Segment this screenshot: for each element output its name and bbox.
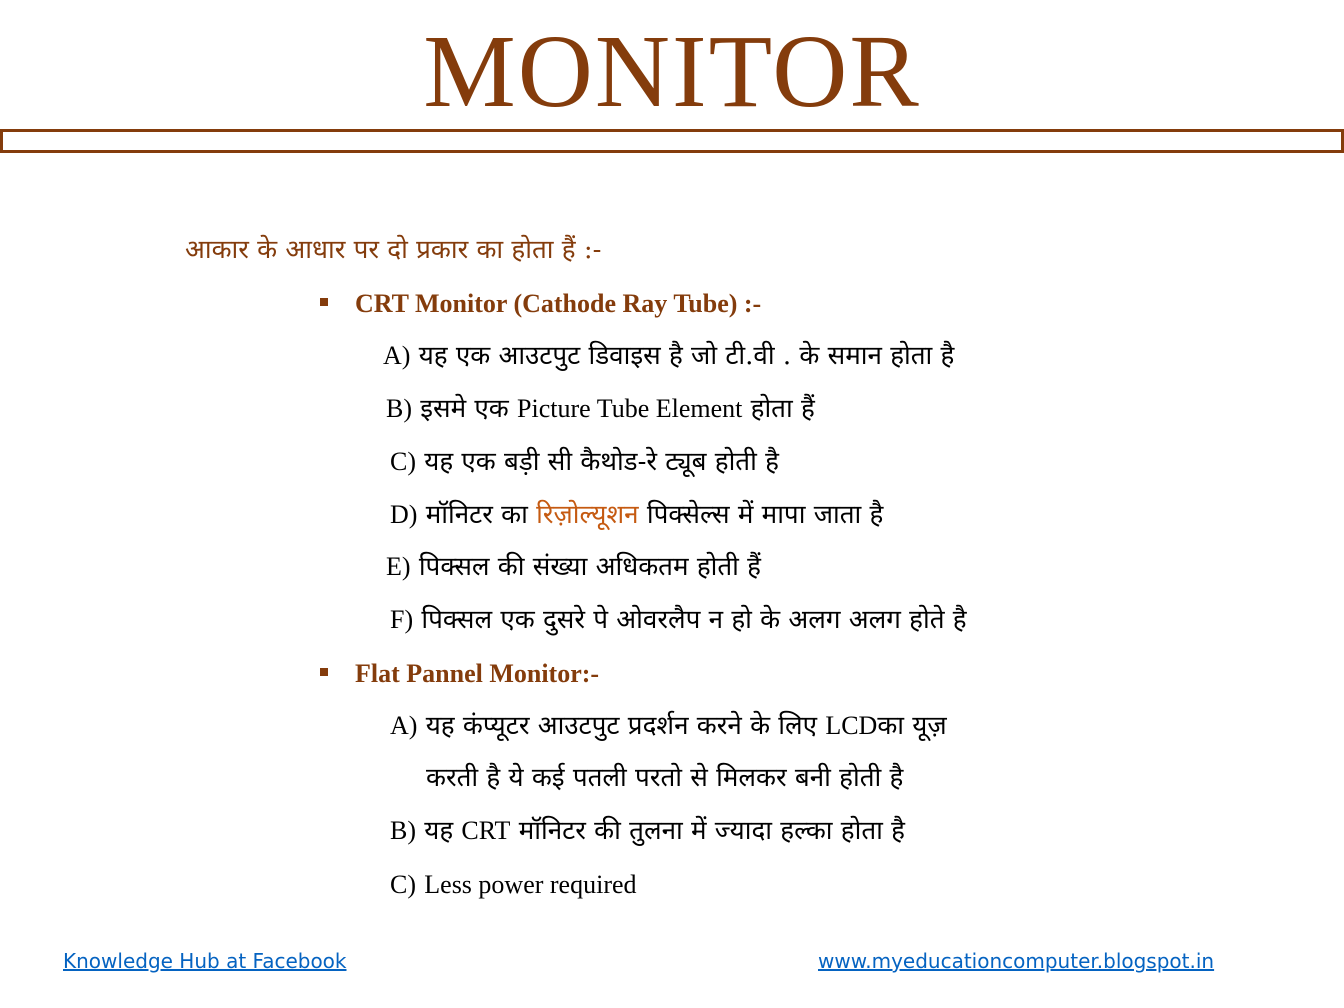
item-text: पिक्सल की संख्या अधिकतम होती हैं — [418, 552, 761, 582]
item-letter: A) — [383, 341, 411, 370]
facebook-link[interactable]: Knowledge Hub at Facebook — [63, 949, 347, 973]
item-text-latin: CRT — [461, 816, 511, 845]
item-letter: F) — [390, 605, 414, 634]
item-text-part-a: यह कंप्यूटर आउटपुट प्रदर्शन करने के लिए — [425, 711, 818, 741]
item-letter: B) — [386, 394, 412, 423]
item-letter: B) — [390, 816, 416, 845]
item-text-part-a: इसमे एक — [420, 394, 509, 424]
item-letter: C) — [390, 870, 416, 899]
item-text-part-a: मॉनिटर का — [425, 500, 528, 530]
item-text: यह एक बड़ी सी कैथोड-रे ट्यूब होती है — [424, 447, 779, 477]
item-letter: E) — [386, 552, 411, 581]
item-text: यह एक आउटपुट डिवाइस है जो टी.वी . के समान होता है — [418, 341, 955, 371]
item-letter: D) — [390, 500, 418, 529]
section-heading-flat-panel: Flat Pannel Monitor:- — [355, 659, 600, 688]
crt-item-f — [390, 602, 967, 638]
square-bullet-icon — [320, 668, 328, 676]
item-text-part-b: का यूज़ — [877, 711, 947, 741]
blog-link[interactable]: www.myeducationcomputer.blogspot.in — [818, 949, 1215, 973]
item-text-part-b: मॉनिटर की तुलना में ज्यादा हल्का होता है — [518, 816, 905, 846]
item-text-part-a: यह — [424, 816, 454, 846]
slide-title: MONITOR — [423, 14, 921, 129]
item-text-latin: Picture Tube Element — [517, 394, 743, 423]
intro-text: आकार के आधार पर दो प्रकार का होता हैं :- — [185, 235, 602, 265]
item-text-latin: LCD — [825, 711, 878, 740]
flat-item-a-continuation: करती है ये कई पतली परतो से मिलकर बनी होती है — [426, 763, 904, 793]
item-text-part-b: होता हैं — [750, 394, 815, 424]
flat-item-a — [390, 708, 947, 744]
item-letter: A) — [390, 711, 418, 740]
section-heading-crt: CRT Monitor (Cathode Ray Tube) :- — [355, 289, 762, 318]
item-letter: C) — [390, 447, 416, 476]
crt-item-b — [386, 391, 815, 427]
crt-item-a — [383, 338, 954, 374]
flat-item-b — [390, 813, 905, 849]
item-text: पिक्सल एक दुसरे पे ओवरलैप न हो के अलग अलग होते है — [421, 605, 967, 635]
item-highlight-word: रिज़ोल्यूशन — [536, 500, 639, 530]
item-text-latin: Less power required — [424, 870, 637, 899]
crt-item-c — [390, 444, 779, 480]
title-underline-bar — [0, 129, 1344, 153]
crt-item-e — [386, 549, 761, 585]
flat-item-c — [390, 867, 637, 903]
crt-item-d — [390, 497, 883, 533]
square-bullet-icon — [320, 298, 328, 306]
item-text-part-b: पिक्सेल्स में मापा जाता है — [646, 500, 884, 530]
